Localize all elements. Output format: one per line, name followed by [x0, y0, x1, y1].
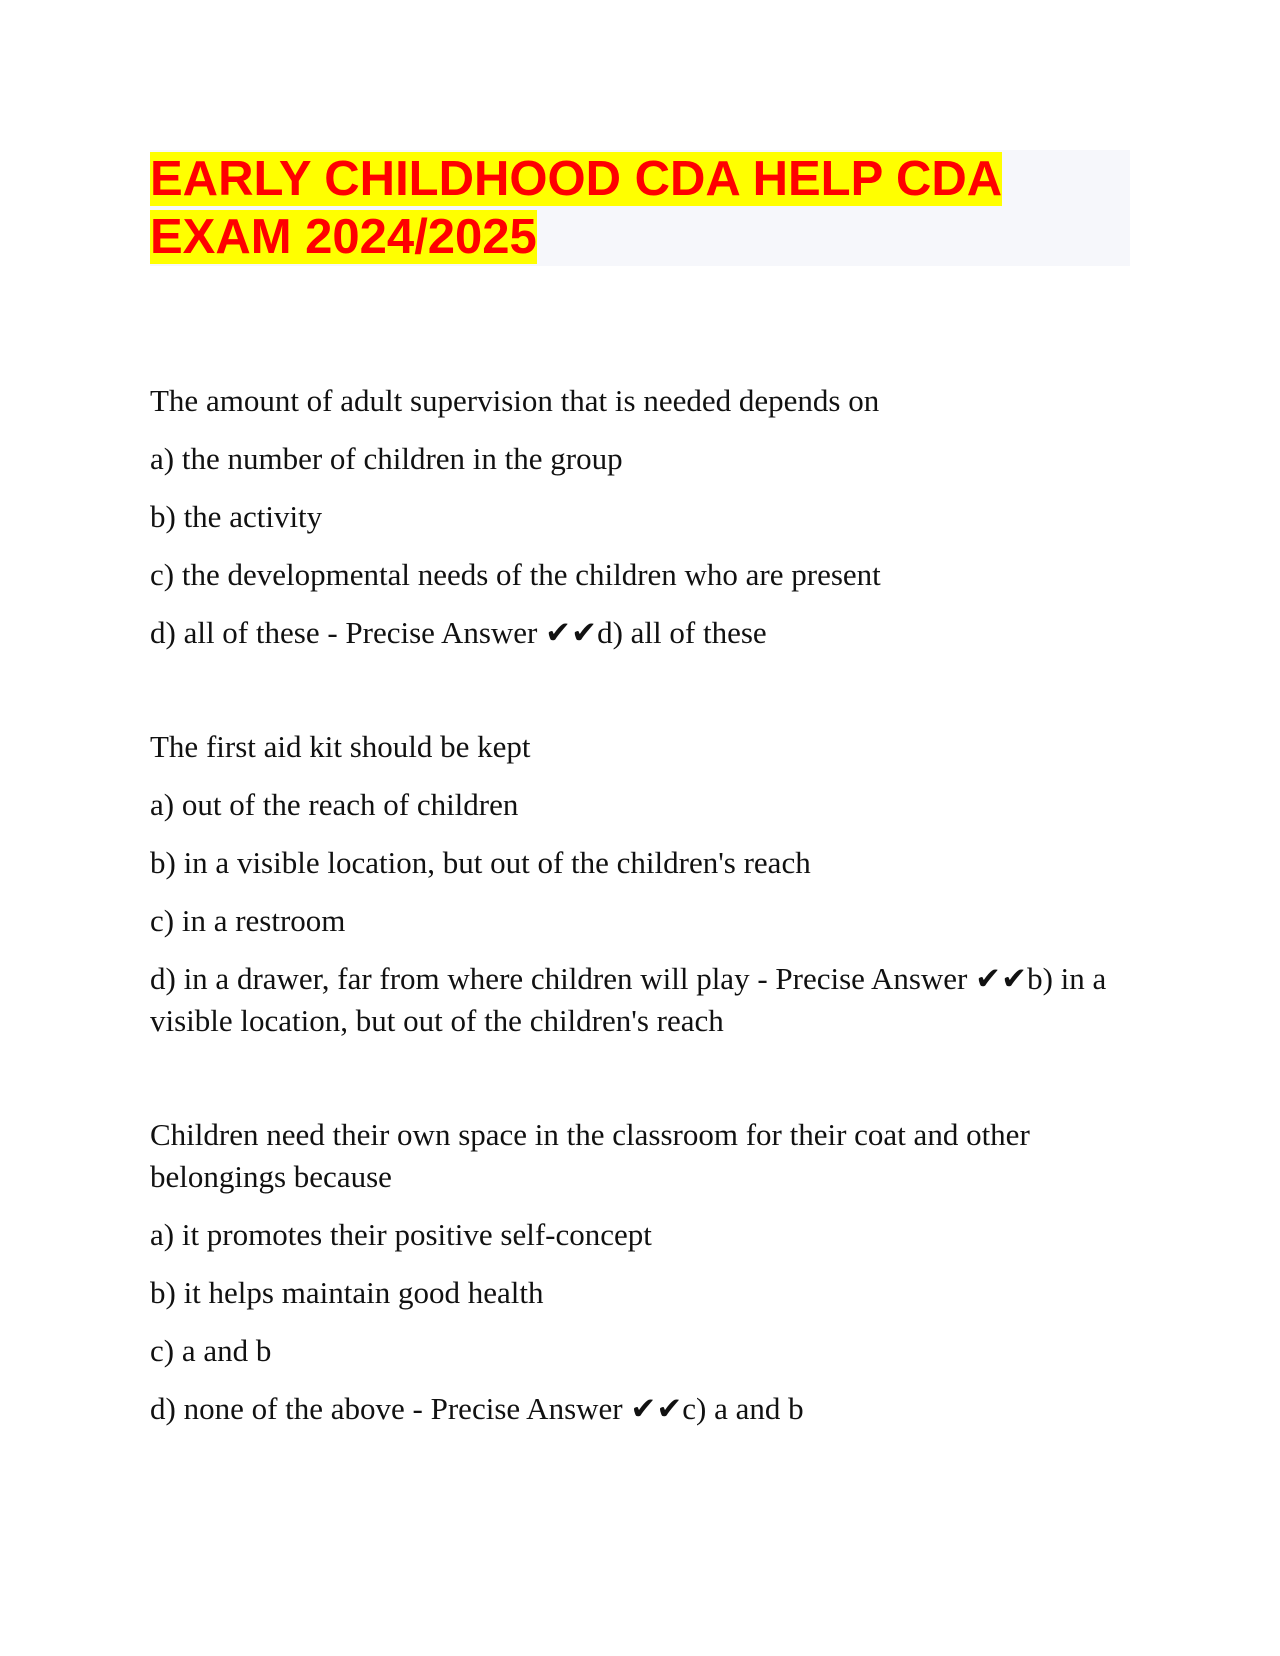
question-stem: The amount of adult supervision that is needed depends on [150, 383, 880, 418]
question-1 [150, 380, 1140, 654]
option-a: a) out of the reach of children [150, 787, 519, 822]
question-3 [150, 1114, 1140, 1430]
option-a: a) it promotes their positive self-concept [150, 1217, 652, 1252]
option-a: a) the number of children in the group [150, 441, 623, 476]
title-block [150, 150, 1130, 266]
question-stem: The first aid kit should be kept [150, 729, 531, 764]
document-title-line-1: EARLY CHILDHOOD CDA HELP CDA [150, 152, 1003, 206]
option-b: b) in a visible location, but out of the children's reach [150, 845, 811, 880]
option-c: c) a and b [150, 1333, 272, 1368]
option-d-with-answer: d) none of the above - Precise Answer ✔✔c) a and b [150, 1391, 804, 1426]
document-title-line-2: EXAM 2024/2025 [150, 210, 537, 264]
option-b: b) the activity [150, 499, 323, 534]
question-2 [150, 726, 1140, 1042]
document-title [150, 150, 1050, 266]
option-d-with-answer: d) in a drawer, far from where children will play - Precise Answer ✔✔b) in a visible location, but out of the children's reach [150, 961, 1107, 1038]
option-c: c) the developmental needs of the children who are present [150, 557, 881, 592]
question-list [150, 380, 1140, 1502]
option-c: c) in a restroom [150, 903, 346, 938]
option-b: b) it helps maintain good health [150, 1275, 544, 1310]
question-stem: Children need their own space in the classroom for their coat and other belongings because [150, 1117, 1030, 1194]
option-d-with-answer: d) all of these - Precise Answer ✔✔d) all of these [150, 615, 767, 650]
